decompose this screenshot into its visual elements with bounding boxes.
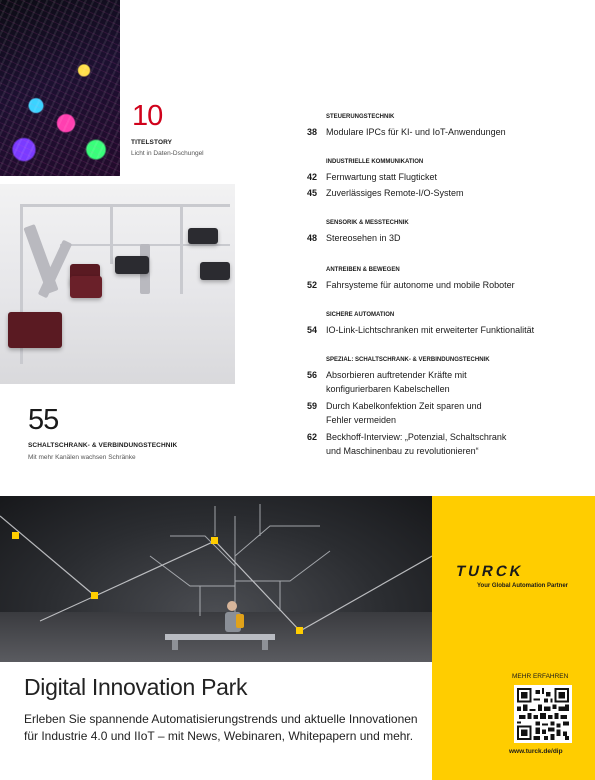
toc-entry-title[interactable]: Absorbieren auftretender Kräfte mit (326, 370, 467, 380)
toc-page-number: 54 (306, 325, 317, 335)
toc-page-number: 56 (306, 370, 317, 380)
toc-entry-title[interactable]: Zuverlässiges Remote-I/O-System (326, 188, 464, 198)
toc-entry-title-cont[interactable]: konfigurierbaren Kabelschellen (326, 384, 450, 394)
toc-page-number: 42 (306, 172, 317, 182)
toc-page-number: 59 (306, 401, 317, 411)
ad-url-link[interactable]: www.turck.de/dip (509, 748, 563, 755)
toc-page-number: 45 (306, 188, 317, 198)
turck-logo[interactable]: TURCK (454, 563, 526, 580)
toc-page-number: 48 (306, 233, 317, 243)
toc-page-number: 62 (306, 432, 317, 442)
ad-body-text: Erleben Sie spannende Automatisierungstrends und aktuelle Innovationen für Industrie 4.0 und IIoT – mit News, Webinaren, Whitepapern und mehr. (24, 712, 418, 743)
toc-entry-title[interactable]: Beckhoff-Interview: „Potenzial, Schaltschrank (326, 432, 507, 442)
feature-page-number: 55 (28, 404, 59, 436)
ad-hero-image (0, 496, 432, 662)
toc-section-heading: SICHERE AUTOMATION (326, 312, 395, 318)
toc-entry-title[interactable]: Durch Kabelkonfektion Zeit sparen und (326, 401, 482, 411)
toc-entry-title[interactable]: IO-Link-Lichtschranken mit erweiterter Funktionalität (326, 325, 535, 335)
toc-section-heading: SENSORIK & MESSTECHNIK (326, 220, 409, 226)
toc-entry-title[interactable]: Stereosehen in 3D (326, 233, 401, 243)
toc-entry-title[interactable]: Fernwartung statt Flugticket (326, 172, 438, 182)
toc-entry-title-cont[interactable]: und Maschinenbau zu revolutionieren“ (326, 446, 479, 456)
toc-section-heading: STEUERUNGSTECHNIK (326, 114, 395, 120)
feature-page-number: 10 (132, 100, 163, 132)
toc-section-heading: ANTREIBEN & BEWEGEN (326, 267, 400, 273)
feature-subtitle: Licht in Daten-Dschungel (131, 150, 204, 157)
toc-entry-title-cont[interactable]: Fehler vermeiden (326, 415, 397, 425)
feature-section-label: TITELSTORY (131, 139, 173, 146)
feature-section-label: SCHALTSCHRANK- & VERBINDUNGSTECHNIK (28, 442, 178, 449)
qr-code-icon[interactable] (514, 685, 572, 743)
circuit-tree-graphic (0, 496, 432, 662)
toc-section-heading: SPEZIAL: SCHALTSCHRANK- & VERBINDUNGSTECHNIK (326, 357, 490, 363)
cta-label: MEHR ERFAHREN (512, 673, 569, 680)
toc-section-heading: INDUSTRIELLE KOMMUNIKATION (326, 159, 424, 165)
feature-subtitle: Mit mehr Kanälen wachsen Schränke (28, 454, 136, 461)
toc-page-number: 52 (306, 280, 317, 290)
titelstory-cover-image (0, 0, 120, 176)
brand-tagline: Your Global Automation Partner (477, 583, 569, 589)
toc-entry-title[interactable]: Modulare IPCs für KI- und IoT-Anwendungen (326, 127, 506, 137)
robot-cell-image (0, 184, 235, 384)
ad-title: Digital Innovation Park (24, 674, 248, 700)
toc-entry-title[interactable]: Fahrsysteme für autonome und mobile Roboter (326, 280, 515, 290)
toc-page-number: 38 (306, 127, 317, 137)
